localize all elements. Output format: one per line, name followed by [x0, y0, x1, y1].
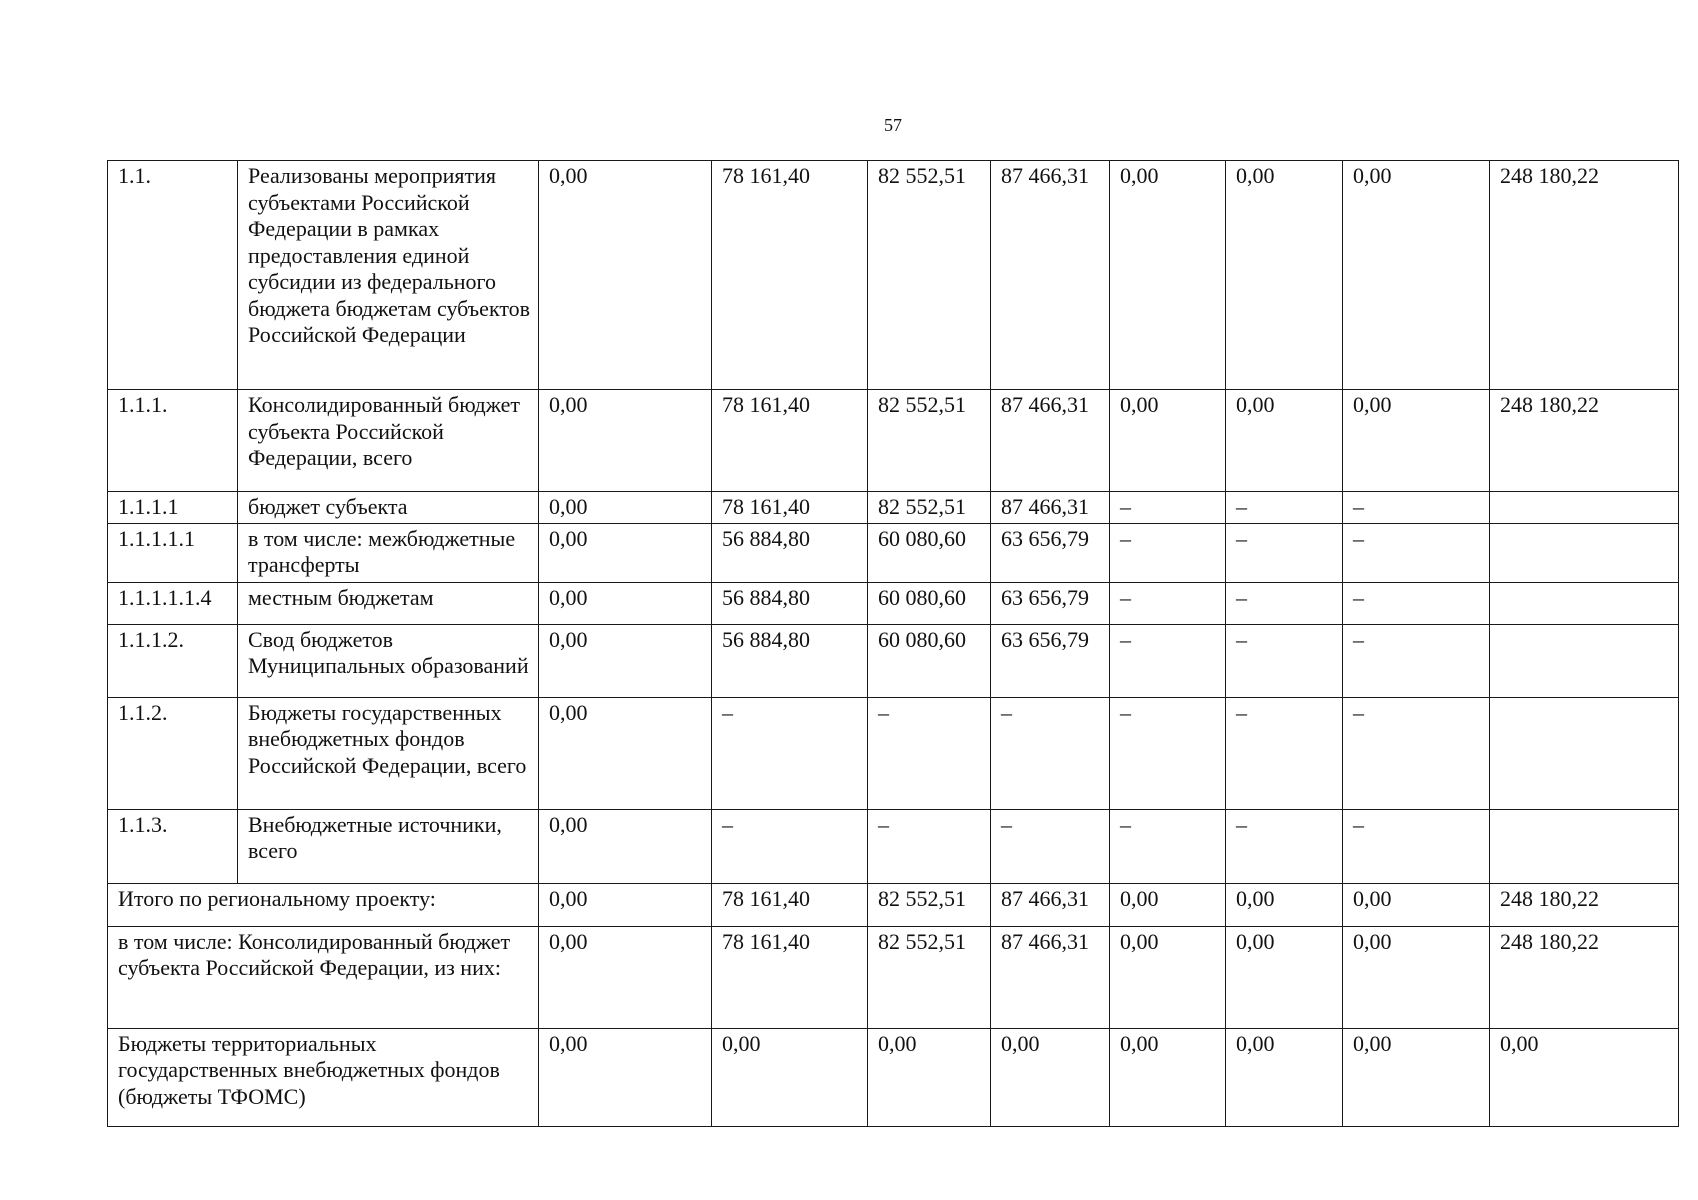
- total-label: Бюджеты территориальных государственных внебюджетных фондов (бюджеты ТФОМС): [108, 1028, 539, 1126]
- value-cell: –: [712, 809, 868, 883]
- value-cell: 60 080,60: [868, 624, 991, 697]
- value-cell: 82 552,51: [868, 390, 991, 492]
- value-cell: 0,00: [1110, 390, 1226, 492]
- value-cell: 0,00: [868, 1028, 991, 1126]
- value-cell: 87 466,31: [991, 390, 1110, 492]
- total-row: [108, 883, 1679, 926]
- value-cell: –: [1110, 523, 1226, 582]
- value-cell: 78 161,40: [712, 390, 868, 492]
- value-cell: –: [1343, 809, 1490, 883]
- value-cell: –: [1110, 624, 1226, 697]
- value-cell: 248 180,22: [1490, 161, 1679, 390]
- table-row: [108, 492, 1679, 524]
- value-cell: 63 656,79: [991, 523, 1110, 582]
- value-cell: 87 466,31: [991, 492, 1110, 524]
- value-cell: 60 080,60: [868, 582, 991, 624]
- row-code: 1.1.1.: [108, 390, 238, 492]
- value-cell: 0,00: [1490, 1028, 1679, 1126]
- value-cell: 248 180,22: [1490, 883, 1679, 926]
- value-cell: [1490, 582, 1679, 624]
- table-row: [108, 809, 1679, 883]
- value-cell: –: [712, 697, 868, 809]
- value-cell: –: [1343, 697, 1490, 809]
- row-name: Свод бюджетов Муниципальных образований: [238, 624, 539, 697]
- row-name: Бюджеты государственных внебюджетных фондов Российской Федерации, всего: [238, 697, 539, 809]
- value-cell: 78 161,40: [712, 883, 868, 926]
- value-cell: 0,00: [539, 390, 712, 492]
- value-cell: 60 080,60: [868, 523, 991, 582]
- value-cell: 0,00: [1110, 1028, 1226, 1126]
- row-code: 1.1.2.: [108, 697, 238, 809]
- value-cell: [1490, 523, 1679, 582]
- table-row: [108, 161, 1679, 390]
- value-cell: 0,00: [991, 1028, 1110, 1126]
- value-cell: 87 466,31: [991, 926, 1110, 1028]
- value-cell: 87 466,31: [991, 883, 1110, 926]
- value-cell: [1490, 809, 1679, 883]
- value-cell: 82 552,51: [868, 883, 991, 926]
- value-cell: 78 161,40: [712, 161, 868, 390]
- value-cell: 0,00: [1226, 1028, 1343, 1126]
- value-cell: –: [1110, 809, 1226, 883]
- value-cell: 0,00: [539, 883, 712, 926]
- value-cell: –: [1343, 492, 1490, 524]
- value-cell: –: [1343, 624, 1490, 697]
- value-cell: 82 552,51: [868, 926, 991, 1028]
- row-code: 1.1.1.1.1.4: [108, 582, 238, 624]
- value-cell: –: [1343, 582, 1490, 624]
- row-name: Реализованы мероприятия субъектами Российской Федерации в рамках предоставления единой субсидии из федерального бюджета бюджетам субъектов Российской Федерации: [238, 161, 539, 390]
- value-cell: 0,00: [539, 161, 712, 390]
- row-name: бюджет субъекта: [238, 492, 539, 524]
- value-cell: –: [868, 697, 991, 809]
- row-code: 1.1.1.2.: [108, 624, 238, 697]
- value-cell: 56 884,80: [712, 582, 868, 624]
- row-name: в том числе: межбюджетные трансферты: [238, 523, 539, 582]
- value-cell: –: [1226, 697, 1343, 809]
- row-code: 1.1.3.: [108, 809, 238, 883]
- value-cell: –: [1110, 582, 1226, 624]
- table-row: [108, 582, 1679, 624]
- value-cell: 0,00: [539, 926, 712, 1028]
- table-row: [108, 523, 1679, 582]
- row-name: Консолидированный бюджет субъекта Российской Федерации, всего: [238, 390, 539, 492]
- table-row: [108, 390, 1679, 492]
- value-cell: –: [1110, 492, 1226, 524]
- value-cell: 0,00: [712, 1028, 868, 1126]
- value-cell: 0,00: [1110, 883, 1226, 926]
- value-cell: 0,00: [1343, 390, 1490, 492]
- page-number: [0, 115, 1698, 136]
- value-cell: 0,00: [1226, 161, 1343, 390]
- table-row: [108, 697, 1679, 809]
- value-cell: 0,00: [539, 624, 712, 697]
- page-number-text: 57: [884, 115, 902, 135]
- total-row: [108, 926, 1679, 1028]
- budget-table: [107, 160, 1679, 1127]
- value-cell: 78 161,40: [712, 926, 868, 1028]
- value-cell: –: [1226, 523, 1343, 582]
- value-cell: 63 656,79: [991, 582, 1110, 624]
- value-cell: 0,00: [1343, 161, 1490, 390]
- value-cell: 82 552,51: [868, 492, 991, 524]
- value-cell: 0,00: [1110, 926, 1226, 1028]
- value-cell: 248 180,22: [1490, 390, 1679, 492]
- value-cell: –: [991, 809, 1110, 883]
- row-code: 1.1.1.1: [108, 492, 238, 524]
- value-cell: –: [1110, 697, 1226, 809]
- value-cell: –: [1226, 492, 1343, 524]
- value-cell: [1490, 624, 1679, 697]
- value-cell: 63 656,79: [991, 624, 1110, 697]
- value-cell: [1490, 697, 1679, 809]
- value-cell: –: [1226, 809, 1343, 883]
- row-name: Внебюджетные источники, всего: [238, 809, 539, 883]
- value-cell: –: [1226, 582, 1343, 624]
- value-cell: 0,00: [539, 582, 712, 624]
- total-row: [108, 1028, 1679, 1126]
- value-cell: 87 466,31: [991, 161, 1110, 390]
- value-cell: 0,00: [1226, 390, 1343, 492]
- value-cell: 0,00: [539, 523, 712, 582]
- row-code: 1.1.1.1.1: [108, 523, 238, 582]
- value-cell: 0,00: [1226, 883, 1343, 926]
- row-code: 1.1.: [108, 161, 238, 390]
- value-cell: 0,00: [539, 809, 712, 883]
- value-cell: 78 161,40: [712, 492, 868, 524]
- row-name: местным бюджетам: [238, 582, 539, 624]
- value-cell: –: [868, 809, 991, 883]
- value-cell: 248 180,22: [1490, 926, 1679, 1028]
- value-cell: –: [1343, 523, 1490, 582]
- value-cell: 82 552,51: [868, 161, 991, 390]
- total-label: Итого по региональному проекту:: [108, 883, 539, 926]
- value-cell: 56 884,80: [712, 523, 868, 582]
- value-cell: 0,00: [539, 1028, 712, 1126]
- value-cell: 0,00: [1110, 161, 1226, 390]
- value-cell: 0,00: [539, 492, 712, 524]
- value-cell: 0,00: [1343, 926, 1490, 1028]
- value-cell: 0,00: [1343, 1028, 1490, 1126]
- value-cell: –: [1226, 624, 1343, 697]
- total-label: в том числе: Консолидированный бюджет субъекта Российской Федерации, из них:: [108, 926, 539, 1028]
- value-cell: [1490, 492, 1679, 524]
- value-cell: 56 884,80: [712, 624, 868, 697]
- value-cell: 0,00: [539, 697, 712, 809]
- table-row: [108, 624, 1679, 697]
- value-cell: 0,00: [1226, 926, 1343, 1028]
- value-cell: 0,00: [1343, 883, 1490, 926]
- value-cell: –: [991, 697, 1110, 809]
